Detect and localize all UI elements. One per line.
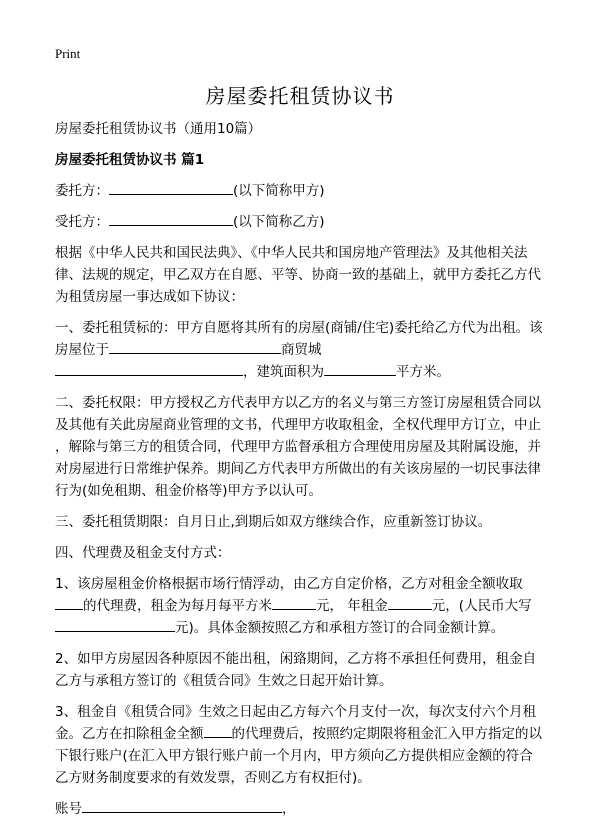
document-subtitle: 房屋委托租赁协议书（通用10篇） bbox=[55, 121, 262, 137]
rmb-uppercase-blank bbox=[55, 617, 175, 632]
entrusting-party-blank bbox=[109, 180, 233, 195]
document-title: 房屋委托租赁协议书 bbox=[205, 84, 395, 108]
clause-2-line: 二、委托权限：甲方授权乙方代表甲方以乙方的名义与第三方签订房屋租赁合同以 bbox=[55, 395, 541, 411]
area-unit: 平方米。 bbox=[396, 364, 450, 380]
area-blank bbox=[324, 361, 396, 376]
clause-2-line: ，解除与第三方的租赁合同，代理甲方监督承租方合理使用房屋及其附属设施，并 bbox=[55, 439, 541, 455]
clause-3-line: 三、委托租赁期限：自月日止,到期后如双方继续合作，应重新签订协议。 bbox=[55, 514, 492, 530]
preamble-line: 律、法规的规定，甲乙双方在自愿、平等、协商一致的基础上，就甲方委托乙方代 bbox=[55, 267, 541, 283]
preamble-line: 为租赁房屋一事达成如下协议： bbox=[55, 289, 244, 305]
item-1-paragraph bbox=[55, 573, 550, 639]
location-prefix: 房屋位于 bbox=[55, 342, 109, 358]
clause-4-line: 四、代理费及租金支付方式： bbox=[55, 545, 231, 561]
clause-1-line: 一、委托租赁标的：甲方自愿将其所有的房屋(商铺/住宅)委托给乙方代为出租。该 bbox=[55, 320, 543, 336]
location-suffix: 商贸城 bbox=[281, 342, 322, 358]
item-2-paragraph bbox=[55, 648, 550, 692]
clause-4-heading bbox=[55, 542, 550, 564]
item-3-line: 乙方财务制度要求的有效发票，否则乙方有权拒付)。 bbox=[55, 770, 371, 786]
clause-3-paragraph bbox=[55, 511, 550, 533]
annual-rent-label: 元， 年租金 bbox=[316, 598, 388, 614]
account-line bbox=[55, 798, 550, 820]
preamble-line: 根据《中华人民共和国民法典》、《中华人民共和国房地产管理法》及其他相关法 bbox=[55, 245, 528, 261]
item-3-line bbox=[55, 723, 550, 745]
rent-per-sqm-blank bbox=[272, 595, 316, 610]
item-1-line bbox=[55, 595, 550, 617]
item-3-paragraph bbox=[55, 701, 550, 789]
entrusted-party-line bbox=[55, 211, 550, 233]
clause-2-line: 对房屋进行日常维护保养。期间乙方代表甲方所做出的有关该房屋的一切民事法律 bbox=[55, 461, 541, 477]
address-blank bbox=[55, 361, 243, 376]
clause-1-line bbox=[55, 361, 550, 383]
clause-1-line bbox=[55, 339, 550, 361]
preamble-paragraph bbox=[55, 242, 550, 308]
annual-rent-blank bbox=[388, 595, 432, 610]
amount-note: 元)。具体金额按照乙方和承租方签订的合同金额计算。 bbox=[175, 620, 505, 636]
document-body bbox=[55, 118, 550, 829]
deduction-suffix: 的代理费后，按照约定期限将租金汇入甲方指定的以 bbox=[231, 726, 542, 742]
account-label: 账号 bbox=[55, 801, 82, 817]
clause-2-paragraph bbox=[55, 392, 550, 502]
section-heading: 房屋委托租赁协议书 篇1 bbox=[55, 152, 205, 168]
print-link[interactable]: Print bbox=[55, 46, 81, 61]
account-blank bbox=[82, 798, 282, 813]
entrusted-party-suffix: (以下简称乙方) bbox=[233, 214, 325, 230]
entrusted-party-label: 受托方： bbox=[55, 214, 109, 230]
agency-fee-blank bbox=[55, 595, 83, 610]
rent-per-sqm-label: 的代理费，租金为每月每平方米 bbox=[83, 598, 272, 614]
rmb-uppercase-label: 元，(人民币大写 bbox=[431, 598, 532, 614]
item-1-line bbox=[55, 617, 550, 639]
deduction-label: 金。乙方在扣除租金全额 bbox=[55, 726, 204, 742]
item-3-line: 3、租金自《租赁合同》生效之日起由乙方每六个月支付一次，每次支付六个月租 bbox=[55, 704, 537, 720]
entrusting-party-label: 委托方： bbox=[55, 183, 109, 199]
entrusting-party-suffix: (以下简称甲方) bbox=[233, 183, 325, 199]
item-2-line: 2、如甲方房屋因各种原因不能出租，闲臵期间，乙方将不承担任何费用，租金自 bbox=[55, 651, 537, 667]
location-blank bbox=[109, 339, 281, 354]
account-suffix: ， bbox=[282, 801, 296, 817]
clause-2-line: 行为(如免租期、租金价格等)甲方予以认可。 bbox=[55, 483, 323, 499]
item-2-line: 乙方与承租方签订的《租赁合同》生效之日起开始计算。 bbox=[55, 673, 393, 689]
entrusting-party-line bbox=[55, 180, 550, 202]
deduction-blank bbox=[204, 723, 232, 738]
clause-2-line: 及其他有关此房屋商业管理的文书，代理甲方收取租金，全权代理甲方订立，中止 bbox=[55, 417, 541, 433]
clause-1-paragraph bbox=[55, 317, 550, 383]
area-label: ，建筑面积为 bbox=[243, 364, 324, 380]
item-3-line: 下银行账户(在汇入甲方银行账户前一个月内，甲方须向乙方提供相应金额的符合 bbox=[55, 748, 533, 764]
item-1-line: 1、该房屋租金价格根据市场行情浮动，由乙方自定价格，乙方对租金全额收取 bbox=[55, 576, 523, 592]
entrusted-party-blank bbox=[109, 211, 233, 226]
